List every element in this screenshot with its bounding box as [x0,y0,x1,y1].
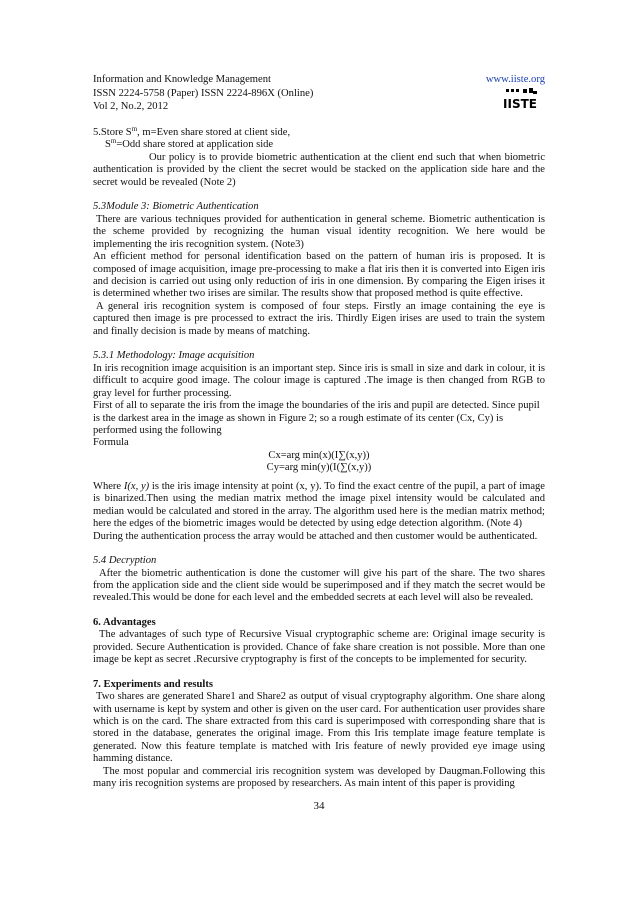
section-5-3-paragraph-2: An efficient method for personal identification based on the pattern of human iris is proposed. It is composed of image acquisition, image pre-processing to make a flat iris then it is converted into Eigen iris and decision is carried out using only reduction of iris in one dimension. By comparing the Eigen irises it is determined whether two irises are similar. The results show that proposed method is quite effective. [93,251,545,300]
section-7-paragraph-2: The most popular and commercial iris recognition system was developed by Daugman.Following this many iris recognition systems are proposed by researchers. As main intent of this paper is providing [93,765,545,790]
section-5-3-1-heading: 5.3.1 Methodology: Image acquisition [93,350,255,362]
section-5-4-paragraph: After the biometric authentication is done the customer will give his part of the share. The two shares from the application side and the client side would be superimposed and if they match the secret would be revealed.This would be done for each level and the embedded secrets at each level will also be revealed. [93,567,545,604]
section-5-3-1-paragraph-1: In iris recognition image acquisition is an important step. Since iris is small in size and dark in colour, it is difficult to acquire good image. The colour image is captured .The image is then changed from RGB to gray level for further processing. [93,362,545,399]
formula-cy: Cy=arg min(y)(I(∑(x,y)) [266,462,372,474]
authentication-paragraph: During the authentication process the array would be attached and then customer would be authenticated. [93,530,538,542]
journal-issn: ISSN 2224-5758 (Paper) ISSN 2224-896X (Online) [93,87,314,99]
section-5-3-1-line-4: Formula [93,437,129,449]
section-6-paragraph: The advantages of such type of Recursive Visual cryptographic scheme are: Original image security is provided. Secure Authentication is provided. Chance of fake share creation is not possible. More than one image be kept as secret .Recursive cryptography is first of the concepts to be implemented for security. [93,629,545,666]
section-5-3-1-line-1: First of all to separate the iris from the image the boundaries of the iris and pupil are detected. Since pupil [93,400,540,412]
journal-url-link[interactable]: www.iiste.org [485,74,545,85]
store-line-even: 5.Store $S^m$, m=Even share stored at client side, [93,125,291,138]
store-line-odd: $S^m=Odd$ share stored at application side [105,137,274,151]
section-5-4-heading: 5.4 Decryption [93,555,157,567]
logo-wordmark: IISTE [503,97,537,110]
journal-header [93,73,545,114]
section-5-3-1-line-3: performed using the following [93,424,222,436]
section-7-paragraph-1: Two shares are generated Share1 and Share2 as output of visual cryptography algorithm. One share along with username is kept by system and other is given on the user card. For authentication user provides share which is on the card. The share extracted from this card is superimposed with corresponding share that is stored in the database, generates the original image. From this Iris template image feature template is generated. Now this feature template is matched with Iris feature of newly provided eye image using hamming distance. [93,691,545,765]
formula-cx: Cx=arg min(x)(I∑(x,y)) [268,449,370,461]
page-number: 34 [313,800,325,812]
section-5-3-1-line-2: is the darkest area in the image as shown in Figure 2; so a rough estimate of its center (Cx, Cy) is [93,412,504,424]
section-5-3-paragraph-3: A general iris recognition system is composed of four steps. Firstly an image containing the eye is captured then image is pre processed to extract the iris. Thirdly Eigen irises are used to train the system and finally decision is made by means of matching. [93,300,545,337]
paper-body [93,127,545,791]
journal-title: Information and Knowledge Management [93,74,271,85]
section-5-3-heading: 5.3Module 3: Biometric Authentication [93,201,259,213]
section-5-3-paragraph-1: There are various techniques provided for authentication in general scheme. Biometric authentication is the scheme provided by recognizing the human visual identity recognition. We here would be implementing the iris recognition system. (Note3) [93,213,545,250]
where-paragraph: Where I(x, y) is the iris image intensity at point (x, y). To find the exact centre of the pupil, a part of image is binarized.Then using the median matrix method the image pixel intensity would be calculated and median would be calculated and stored in the array. The algorithm used here is the median matrix method; here the edges of the biometric images would be detected by using edge detection algorithm. (Note 4) [93,480,545,530]
section-6-heading: 6. Advantages [93,616,156,628]
section-7-heading: 7. Experiments and results [93,678,213,690]
policy-paragraph: Our policy is to provide biometric authentication at the client end such that when biometric authentication is provided by the client the secret would be stacked on the application side hare and the secret would be revealed (Note 2) [93,151,545,188]
iiste-logo-icon [499,88,541,110]
journal-volume: Vol 2, No.2, 2012 [93,101,169,113]
